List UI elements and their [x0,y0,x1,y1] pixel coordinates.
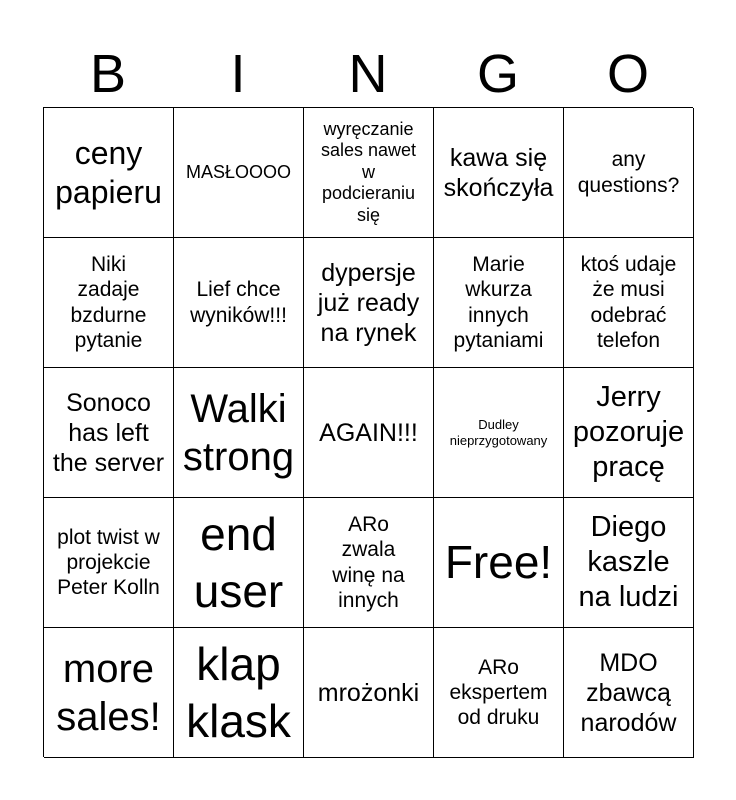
cell-label: Sonoco has left the server [52,388,165,477]
cell-label: ARo zwala winę na innych [332,513,405,612]
bingo-cell[interactable] [564,238,694,368]
bingo-cell[interactable] [304,628,434,758]
header-letter-g: G [476,44,519,104]
bingo-cell[interactable] [564,368,694,498]
bingo-cell[interactable] [564,108,694,238]
bingo-cell[interactable] [434,368,564,498]
bingo-cell[interactable] [304,108,434,238]
bingo-header [43,40,693,108]
cell-label: Lief chce wyników!!! [190,278,287,327]
bingo-cell[interactable] [564,628,694,758]
bingo-cell[interactable] [174,628,304,758]
bingo-cell[interactable] [304,498,434,628]
cell-label: MDO zbawcą narodów [580,648,677,737]
bingo-cell[interactable] [174,368,304,498]
bingo-cell[interactable] [44,498,174,628]
cell-label: wyręczanie sales nawet w podcieraniu się [320,118,417,225]
cell-label: klap klask [186,638,291,747]
cell-label: Walki strong [182,386,295,479]
bingo-cell[interactable] [44,368,174,498]
bingo-cell[interactable] [434,628,564,758]
header-letter-b: B [89,44,127,104]
header-letter-i: I [230,44,246,104]
bingo-cell[interactable] [304,368,434,498]
cell-label: Dudley nieprzygotowany [449,416,548,448]
bingo-cell[interactable] [174,108,304,238]
header-letter-n: N [348,44,388,104]
bingo-cell[interactable] [174,498,304,628]
free-space-label: Free! [444,536,553,589]
cell-label: MASŁOOOO [185,161,292,182]
bingo-grid [43,107,693,757]
cell-label: dypersje już ready na rynek [317,258,420,347]
cell-label: more sales! [56,646,161,739]
header-letter-o: O [606,44,649,104]
bingo-cell[interactable] [44,108,174,238]
cell-label: Marie wkurza innych pytaniami [453,253,544,352]
cell-label: ARo ekspertem od druku [449,655,548,730]
bingo-cell[interactable] [174,238,304,368]
cell-label: kawa się skończyła [443,143,554,202]
bingo-cell[interactable] [564,498,694,628]
cell-label: any questions? [577,148,680,197]
cell-label: plot twist w projekcie Peter Kolln [57,525,160,600]
bingo-cell[interactable] [434,238,564,368]
cell-label: AGAIN!!! [319,418,418,447]
cell-label: Jerry pozoruje pracę [572,381,685,483]
free-space[interactable] [434,498,564,628]
cell-label: Niki zadaje bzdurne pytanie [70,253,147,352]
cell-label: Diego kaszle na ludzi [578,511,679,613]
cell-label: ceny papieru [55,135,162,210]
cell-label: ktoś udaje że musi odebrać telefon [580,253,677,352]
bingo-cell[interactable] [44,628,174,758]
bingo-cell[interactable] [304,238,434,368]
cell-label: end user [193,508,284,617]
cell-label: mrożonki [317,678,420,707]
bingo-cell[interactable] [434,108,564,238]
bingo-cell[interactable] [44,238,174,368]
